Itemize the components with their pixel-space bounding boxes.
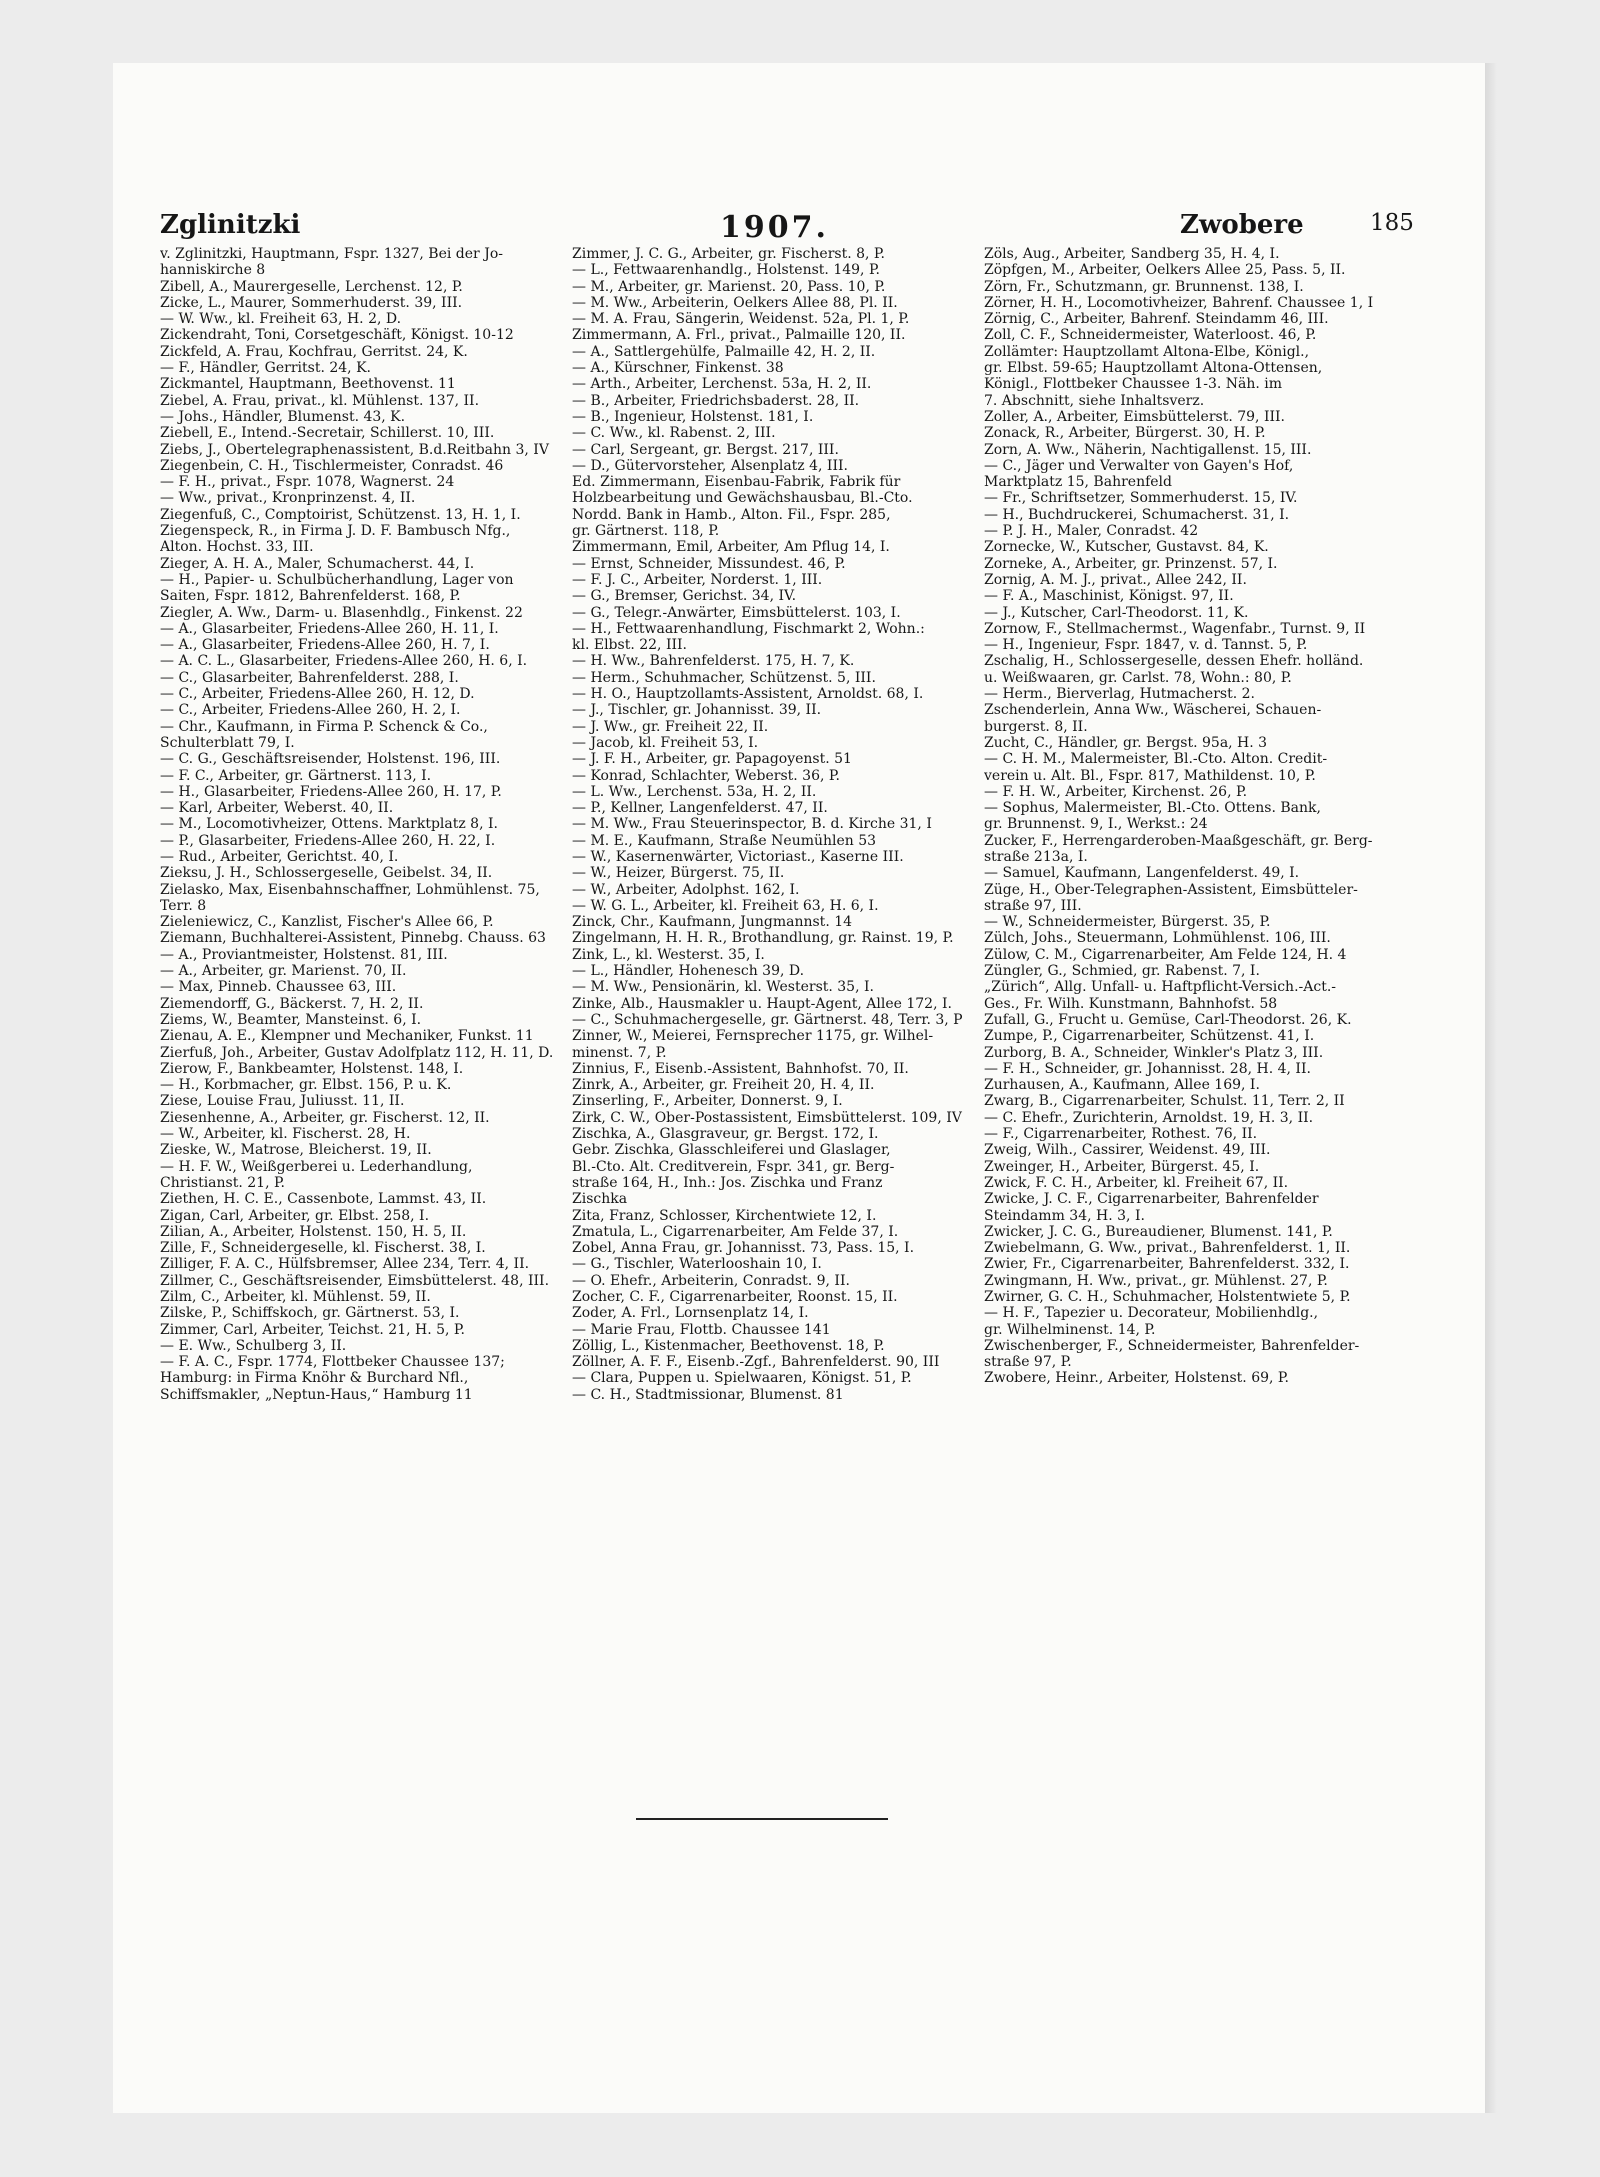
directory-entry: Zierfuß, Joh., Arbeiter, Gustav Adolfplatz 112, H. 11, D. <box>160 1044 554 1061</box>
directory-entry: „Zürich“, Allg. Unfall- u. Haftpflicht-Versich.-Act.- <box>984 979 1337 996</box>
directory-entry: gr. Gärtnerst. 118, P. <box>572 523 720 540</box>
directory-entry: Zienau, A. E., Klempner und Mechaniker, Funkst. 11 <box>160 1028 534 1045</box>
directory-entry: — L. Ww., Lerchenst. 53a, H. 2, II. <box>572 783 817 800</box>
directory-entry: Steindamm 34, H. 3, I. <box>984 1207 1145 1224</box>
directory-entry: — F. H., Schneider, gr. Johannisst. 28, H. 4, II. <box>984 1060 1311 1077</box>
header-left-keyword: Zglinitzki <box>160 210 301 240</box>
directory-entry: — F. A., Maschinist, Königst. 97, II. <box>984 588 1234 605</box>
directory-entry: Ziebs, J., Obertelegraphenassistent, B.d.Reitbahn 3, IV <box>160 441 549 458</box>
directory-entry: — J., Kutscher, Carl-Theodorst. 11, K. <box>984 604 1249 621</box>
directory-entry: — Samuel, Kaufmann, Langenfelderst. 49, I. <box>984 865 1300 882</box>
directory-entry: Ges., Fr. Wilh. Kunstmann, Bahnhofst. 58 <box>984 995 1278 1012</box>
directory-entry: Schulterblatt 79, I. <box>160 734 295 751</box>
directory-entry: Zimmer, J. C. G., Arbeiter, gr. Fischerst. 8, P. <box>572 246 885 262</box>
directory-entry: Zinnius, F., Eisenb.-Assistent, Bahnhofst. 70, II. <box>572 1060 909 1077</box>
directory-entry: — L., Händler, Hohenesch 39, D. <box>572 963 805 980</box>
directory-entry: Königl., Flottbeker Chaussee 1-3. Näh. im <box>984 376 1283 393</box>
directory-entry: — B., Ingenieur, Holstenst. 181, I. <box>572 408 814 425</box>
directory-entry: Zonack, R., Arbeiter, Bürgerst. 30, H. P. <box>984 425 1266 442</box>
directory-entry: Zwick, F. C. H., Arbeiter, kl. Freiheit 67, II. <box>984 1174 1289 1191</box>
directory-entry: Zicke, L., Maurer, Sommerhuderst. 39, III. <box>160 294 463 311</box>
directory-entry: Ziebell, E., Intend.-Secretair, Schillerst. 10, III. <box>160 425 495 442</box>
header-right-keyword: Zwobere <box>1180 210 1304 240</box>
directory-entry: — Arth., Arbeiter, Lerchenst. 53a, H. 2, II. <box>572 376 872 393</box>
directory-entry: straße 97, P. <box>984 1354 1072 1371</box>
directory-entry: Ziegenspeck, R., in Firma J. D. F. Bambusch Nfg., <box>160 523 511 540</box>
directory-entry: Zweig, Wilh., Cassirer, Weidenst. 49, III. <box>984 1142 1271 1159</box>
directory-entry: — A., Glasarbeiter, Friedens-Allee 260, H. 7, I. <box>160 637 490 654</box>
directory-entry: Zülch, Johs., Steuermann, Lohmühlenst. 106, III. <box>984 930 1331 947</box>
directory-entry: Zöllig, L., Kistenmacher, Beethovenst. 18, P. <box>572 1337 885 1354</box>
directory-entry: Nordd. Bank in Hamb., Alton. Fil., Fspr. 285, <box>572 506 891 523</box>
directory-entry: gr. Elbst. 59-65; Hauptzollamt Altona-Ottensen, <box>984 360 1323 377</box>
directory-entry: — H. O., Hauptzollamts-Assistent, Arnoldst. 68, I. <box>572 686 924 703</box>
directory-entry: — C., Glasarbeiter, Bahrenfelderst. 288, I. <box>160 669 459 686</box>
directory-entry: Zink, L., kl. Westerst. 35, I. <box>572 946 765 963</box>
directory-entry: — F. H., privat., Fspr. 1078, Wagnerst. 24 <box>160 474 455 491</box>
directory-entry: — Ww., privat., Kronprinzenst. 4, II. <box>160 490 416 507</box>
directory-entry: — F. J. C., Arbeiter, Norderst. 1, III. <box>572 571 823 588</box>
directory-entry: Ziegler, A. Ww., Darm- u. Blasenhdlg., Finkenst. 22 <box>160 604 523 621</box>
directory-entry: Zöllner, A. F. F., Eisenb.-Zgf., Bahrenfelderst. 90, III <box>572 1354 940 1371</box>
directory-entry: u. Weißwaaren, gr. Carlst. 78, Wohn.: 80, P. <box>984 669 1292 686</box>
directory-entry: Zirk, C. W., Ober-Postassistent, Eimsbüttelerst. 109, IV <box>572 1109 962 1126</box>
directory-entry: Zilm, C., Arbeiter, kl. Mühlenst. 59, II. <box>160 1289 431 1305</box>
directory-entry: Zobel, Anna Frau, gr. Johannisst. 73, Pass. 15, I. <box>572 1240 915 1257</box>
directory-entry: — H., Glasarbeiter, Friedens-Allee 260, H. 17, P. <box>160 783 502 800</box>
directory-entry: Zinck, Chr., Kaufmann, Jungmannst. 14 <box>572 914 853 931</box>
end-rule <box>636 1818 888 1820</box>
directory-entry: — P., Kellner, Langenfelderst. 47, II. <box>572 800 828 817</box>
header-year: 1907. <box>720 210 829 245</box>
directory-entry: Zilian, A., Arbeiter, Holstenst. 150, H. 5, II. <box>160 1223 467 1240</box>
directory-entry: — M., Locomotivheizer, Ottens. Marktplatz 8, I. <box>160 816 498 833</box>
directory-entry: Zollämter: Hauptzollamt Altona-Elbe, Königl., <box>984 343 1310 360</box>
directory-entry: — Herm., Schuhmacher, Schützenst. 5, III. <box>572 669 876 686</box>
directory-entry: Zülow, C. M., Cigarrenarbeiter, Am Felde 124, H. 4 <box>984 946 1347 963</box>
directory-entry: Ziegenfuß, C., Comptoirist, Schützenst. 13, H. 1, I. <box>160 506 521 523</box>
directory-entry: — Rud., Arbeiter, Gerichtst. 40, I. <box>160 848 399 865</box>
directory-entry: — Sophus, Malermeister, Bl.-Cto. Ottens. Bank, <box>984 800 1321 817</box>
directory-entry: Zimmer, Carl, Arbeiter, Teichst. 21, H. 5, P. <box>160 1321 465 1338</box>
directory-entry: — P., Glasarbeiter, Friedens-Allee 260, H. 22, I. <box>160 832 496 849</box>
directory-entry: — Ernst, Schneider, Missundest. 46, P. <box>572 555 846 572</box>
directory-entry: — Johs., Händler, Blumenst. 43, K. <box>160 408 406 425</box>
directory-entry: — Karl, Arbeiter, Weberst. 40, II. <box>160 800 394 817</box>
directory-entry: — D., Gütervorsteher, Alsenplatz 4, III. <box>572 457 848 474</box>
directory-entry: — W. G. L., Arbeiter, kl. Freiheit 63, H. 6, I. <box>572 897 879 914</box>
directory-entry: Zoder, A. Frl., Lornsenplatz 14, I. <box>572 1305 809 1322</box>
directory-column-2 <box>572 246 970 1936</box>
directory-entry: — C., Schuhmachergeselle, gr. Gärtnerst. 48, Terr. 3, P <box>572 1011 963 1028</box>
directory-entry: Zickfeld, A. Frau, Kochfrau, Gerritst. 24, K. <box>160 343 468 360</box>
directory-entry: Gebr. Zischka, Glasschleiferei und Glaslager, <box>572 1142 891 1159</box>
directory-entry: — F. A. C., Fspr. 1774, Flottbeker Chaussee 137; <box>160 1354 505 1371</box>
directory-entry: Schiffsmakler, „Neptun-Haus,“ Hamburg 11 <box>160 1386 473 1403</box>
directory-entry: Zickmantel, Hauptmann, Beethovenst. 11 <box>160 376 456 393</box>
directory-entry: — J. F. H., Arbeiter, gr. Papagoyenst. 51 <box>572 751 852 768</box>
directory-entry: Zilske, P., Schiffskoch, gr. Gärtnerst. 53, I. <box>160 1305 460 1322</box>
directory-entry: Christianst. 21, P. <box>160 1174 286 1191</box>
directory-entry: — H., Buchdruckerei, Schumacherst. 31, I. <box>984 506 1290 523</box>
directory-entry: Züge, H., Ober-Telegraphen-Assistent, Eimsbütteler- <box>984 881 1358 898</box>
directory-entry: — Herm., Bierverlag, Hutmacherst. 2. <box>984 686 1255 703</box>
directory-entry: Zilliger, F. A. C., Hülfsbremser, Allee 234, Terr. 4, II. <box>160 1256 530 1273</box>
directory-entry: Ziese, Louise Frau, Juliusst. 11, II. <box>160 1093 405 1110</box>
directory-entry: — H., Ingenieur, Fspr. 1847, v. d. Tannst. 5, P. <box>984 637 1308 654</box>
directory-entry: Alton. Hochst. 33, III. <box>160 539 314 556</box>
directory-entry: — A., Arbeiter, gr. Marienst. 70, II. <box>160 963 407 980</box>
directory-entry: — A., Sattlergehülfe, Palmaille 42, H. 2, II. <box>572 343 876 360</box>
directory-entry: Zita, Franz, Schlosser, Kirchentwiete 12, I. <box>572 1207 877 1224</box>
directory-entry: burgerst. 8, II. <box>984 718 1088 735</box>
directory-entry: Zwiebelmann, G. Ww., privat., Bahrenfelderst. 1, II. <box>984 1240 1351 1257</box>
directory-entry: — B., Arbeiter, Friedrichsbaderst. 28, II. <box>572 392 860 409</box>
directory-entry: Zwicke, J. C. F., Cigarrenarbeiter, Bahrenfelder <box>984 1191 1319 1208</box>
directory-entry: — H., Papier- u. Schulbücherhandlung, Lager von <box>160 571 514 588</box>
directory-entry: — G., Telegr.-Anwärter, Eimsbüttelerst. 103, I. <box>572 604 901 621</box>
directory-entry: hanniskirche 8 <box>160 262 266 279</box>
directory-entry: Zieksu, J. H., Schlossergeselle, Geibelst. 34, II. <box>160 865 493 882</box>
directory-entry: Zinrk, A., Arbeiter, gr. Freiheit 20, H. 4, II. <box>572 1077 875 1094</box>
page-number: 185 <box>1370 210 1414 236</box>
directory-entry: — P. J. H., Maler, Conradst. 42 <box>984 523 1199 540</box>
directory-entry: Zwarg, B., Cigarrenarbeiter, Schulst. 11, Terr. 2, II <box>984 1093 1345 1110</box>
directory-entry: Zieske, W., Matrose, Bleicherst. 19, II. <box>160 1142 432 1159</box>
directory-entry: Zielasko, Max, Eisenbahnschaffner, Lohmühlenst. 75, <box>160 881 540 898</box>
directory-entry: Ziegenbein, C. H., Tischlermeister, Conradst. 46 <box>160 457 504 474</box>
directory-entry: — Fr., Schriftsetzer, Sommerhuderst. 15, IV. <box>984 490 1298 507</box>
directory-entry: — Carl, Sergeant, gr. Bergst. 217, III. <box>572 441 839 458</box>
directory-entry: Zoller, A., Arbeiter, Eimsbüttelerst. 79, III. <box>984 408 1285 425</box>
directory-entry: — Chr., Kaufmann, in Firma P. Schenck & Co., <box>160 718 488 735</box>
directory-entry: — A. C. L., Glasarbeiter, Friedens-Allee 260, H. 6, I. <box>160 653 528 670</box>
directory-entry: Zwischenberger, F., Schneidermeister, Bahrenfelder- <box>984 1337 1360 1354</box>
directory-entry: — F., Händler, Gerritst. 24, K. <box>160 360 371 377</box>
directory-entry: — W., Arbeiter, Adolphst. 162, I. <box>572 881 800 898</box>
directory-entry: — O. Ehefr., Arbeiterin, Conradst. 9, II. <box>572 1272 850 1289</box>
directory-entry: Zorneke, A., Arbeiter, gr. Prinzenst. 57, I. <box>984 555 1278 572</box>
directory-entry: — M. A. Frau, Sängerin, Weidenst. 52a, Pl. 1, P. <box>572 311 910 328</box>
directory-entry: Zörner, H. H., Locomotivheizer, Bahrenf. Chaussee 1, I <box>984 294 1374 311</box>
directory-entry: — H. F., Tapezier u. Decorateur, Mobilienhdlg., <box>984 1305 1319 1322</box>
page-header <box>160 210 1414 250</box>
directory-entry: — W., Arbeiter, kl. Fischerst. 28, H. <box>160 1126 411 1143</box>
directory-entry: — C., Arbeiter, Friedens-Allee 260, H. 12, D. <box>160 686 475 703</box>
directory-entry: Zurhausen, A., Kaufmann, Allee 169, I. <box>984 1077 1260 1094</box>
directory-entry: — W., Heizer, Bürgerst. 75, II. <box>572 865 785 882</box>
directory-entry: — Marie Frau, Flottb. Chaussee 141 <box>572 1321 831 1338</box>
directory-entry: Zorn, A. Ww., Näherin, Nachtigallenst. 15, III. <box>984 441 1312 458</box>
directory-entry: Zschalig, H., Schlossergeselle, dessen Ehefr. holländ. <box>984 653 1364 670</box>
directory-entry: Züngler, G., Schmied, gr. Rabenst. 7, I. <box>984 963 1260 980</box>
directory-entry: Zimmermann, Emil, Arbeiter, Am Pflug 14, I. <box>572 539 890 556</box>
directory-entry: gr. Brunnenst. 9, I., Werkst.: 24 <box>984 816 1208 833</box>
directory-entry: — Konrad, Schlachter, Weberst. 36, P. <box>572 767 840 784</box>
directory-entry: Zurborg, B. A., Schneider, Winkler's Platz 3, III. <box>984 1044 1324 1061</box>
directory-entry: Bl.-Cto. Alt. Creditverein, Fspr. 341, gr. Berg- <box>572 1158 895 1175</box>
directory-entry: Ziems, W., Beamter, Mansteinst. 6, I. <box>160 1011 422 1028</box>
directory-entry: — C., Jäger und Verwalter von Gayen's Hof, <box>984 457 1294 474</box>
directory-entry: Zwicker, J. C. G., Bureaudiener, Blumenst. 141, P. <box>984 1223 1333 1240</box>
directory-entry: — W., Schneidermeister, Bürgerst. 35, P. <box>984 914 1271 931</box>
directory-entry: — F. H. W., Arbeiter, Kirchenst. 26, P. <box>984 783 1248 800</box>
directory-entry: Ziebel, A. Frau, privat., kl. Mühlenst. 137, II. <box>160 392 480 409</box>
directory-entry: — C. Ehefr., Zurichterin, Arnoldst. 19, H. 3, II. <box>984 1109 1314 1126</box>
directory-entry: Zinserling, F., Arbeiter, Donnerst. 9, I. <box>572 1093 843 1110</box>
directory-entry: Ziethen, H. C. E., Cassenbote, Lammst. 43, II. <box>160 1191 487 1208</box>
directory-entry: — Jacob, kl. Freiheit 53, I. <box>572 734 759 751</box>
directory-entry: — W., Kasernenwärter, Victoriast., Kaserne III. <box>572 848 904 865</box>
directory-entry: — C. G., Geschäftsreisender, Holstenst. 196, III. <box>160 751 501 768</box>
directory-entry: Ziemendorff, G., Bäckerst. 7, H. 2, II. <box>160 995 424 1012</box>
directory-entry: Zieleniewicz, C., Kanzlist, Fischer's Allee 66, P. <box>160 914 494 931</box>
directory-entry: — W. Ww., kl. Freiheit 63, H. 2, D. <box>160 311 402 328</box>
directory-entry: straße 213a, I. <box>984 848 1088 865</box>
directory-entry: — H. F. W., Weißgerberei u. Lederhandlung, <box>160 1158 473 1175</box>
directory-entry: — H., Fettwaarenhandlung, Fischmarkt 2, Wohn.: <box>572 620 925 637</box>
directory-entry: Zocher, C. F., Cigarrenarbeiter, Roonst. 15, II. <box>572 1289 898 1305</box>
directory-entry: Hamburg: in Firma Knöhr & Burchard Nfl., <box>160 1370 469 1387</box>
directory-entry: Zörnig, C., Arbeiter, Bahrenf. Steindamm 46, III. <box>984 311 1329 328</box>
directory-entry: straße 164, H., Inh.: Jos. Zischka und Franz <box>572 1174 883 1191</box>
directory-entry: — A., Proviantmeister, Holstenst. 81, III. <box>160 946 448 963</box>
directory-entry: — M. Ww., Frau Steuerinspector, B. d. Kirche 31, I <box>572 816 932 833</box>
directory-entry: — M., Arbeiter, gr. Marienst. 20, Pass. 10, P. <box>572 278 886 295</box>
directory-entry: Zwier, Fr., Cigarrenarbeiter, Bahrenfelderst. 332, I. <box>984 1256 1350 1273</box>
directory-entry: — A., Glasarbeiter, Friedens-Allee 260, H. 11, I. <box>160 620 499 637</box>
directory-entry: v. Zglinitzki, Hauptmann, Fspr. 1327, Bei der Jo- <box>160 246 503 262</box>
directory-entry: verein u. Alt. Bl., Fspr. 817, Mathildenst. 10, P. <box>984 767 1316 784</box>
directory-entry: — Max, Pinneb. Chaussee 63, III. <box>160 979 397 996</box>
directory-entry: — F., Cigarrenarbeiter, Rothest. 76, II. <box>984 1126 1258 1143</box>
directory-entry: Zörn, Fr., Schutzmann, gr. Brunnenst. 138, I. <box>984 278 1304 295</box>
directory-entry: Ed. Zimmermann, Eisenbau-Fabrik, Fabrik für <box>572 474 901 491</box>
directory-entry: — G., Tischler, Waterlooshain 10, I. <box>572 1256 822 1273</box>
directory-entry: Zucker, F., Herrengarderoben-Maaßgeschäft, gr. Berg- <box>984 832 1373 849</box>
directory-entry: Zimmermann, A. Frl., privat., Palmaille 120, II. <box>572 327 906 344</box>
directory-entry: Zornig, A. M. J., privat., Allee 242, II. <box>984 571 1247 588</box>
directory-entry: — H., Korbmacher, gr. Elbst. 156, P. u. K. <box>160 1077 452 1094</box>
directory-entry: — J., Tischler, gr. Johannisst. 39, II. <box>572 702 822 719</box>
directory-entry: Terr. 8 <box>160 897 207 914</box>
directory-entry: 7. Abschnitt, siehe Inhaltsverz. <box>984 392 1205 409</box>
directory-entry: Ziemann, Buchhalterei-Assistent, Pinnebg. Chauss. 63 <box>160 930 546 947</box>
directory-entry: — E. Ww., Schulberg 3, II. <box>160 1337 347 1354</box>
directory-entry: — A., Kürschner, Finkenst. 38 <box>572 360 784 377</box>
page-edge-shadow <box>1485 63 1497 2113</box>
directory-entry: Zigan, Carl, Arbeiter, gr. Elbst. 258, I. <box>160 1207 430 1224</box>
directory-entry: — H. Ww., Bahrenfelderst. 175, H. 7, K. <box>572 653 855 670</box>
directory-entry: Zornow, F., Stellmachermst., Wagenfabr., Turnst. 9, II <box>984 620 1366 637</box>
directory-entry: Zinner, W., Meierei, Fernsprecher 1175, gr. Wilhel- <box>572 1028 934 1045</box>
directory-entry: Ziesenhenne, A., Arbeiter, gr. Fischerst. 12, II. <box>160 1109 490 1126</box>
directory-entry: minenst. 7, P. <box>572 1044 667 1061</box>
directory-entry: — C. Ww., kl. Rabenst. 2, III. <box>572 425 776 442</box>
directory-entry: Zweinger, H., Arbeiter, Bürgerst. 45, I. <box>984 1158 1260 1175</box>
directory-entry: Zibell, A., Maurergeselle, Lerchenst. 12, P. <box>160 278 463 295</box>
directory-entry: Zornecke, W., Kutscher, Gustavst. 84, K. <box>984 539 1269 556</box>
directory-entry: — G., Bremser, Gerichst. 34, IV. <box>572 588 797 605</box>
directory-entry: — J. Ww., gr. Freiheit 22, II. <box>572 718 769 735</box>
directory-entry: Zschenderlein, Anna Ww., Wäscherei, Schauen- <box>984 702 1322 719</box>
directory-entry: Zille, F., Schneidergeselle, kl. Fischerst. 38, I. <box>160 1240 486 1257</box>
directory-entry: Zischka <box>572 1191 628 1208</box>
directory-entry: Marktplatz 15, Bahrenfeld <box>984 474 1172 491</box>
directory-entry: Zöls, Aug., Arbeiter, Sandberg 35, H. 4, I. <box>984 246 1280 262</box>
directory-entry: Zieger, A. H. A., Maler, Schumacherst. 44, I. <box>160 555 475 572</box>
directory-column-3 <box>984 246 1394 1936</box>
directory-entry: Zinke, Alb., Hausmakler u. Haupt-Agent, Allee 172, I. <box>572 995 952 1012</box>
directory-entry: — F. C., Arbeiter, gr. Gärtnerst. 113, I. <box>160 767 432 784</box>
directory-entry: — M. Ww., Arbeiterin, Oelkers Allee 88, Pl. II. <box>572 294 898 311</box>
directory-entry: — C. H. M., Malermeister, Bl.-Cto. Alton. Credit- <box>984 751 1328 768</box>
directory-entry: Zoll, C. F., Schneidermeister, Waterloost. 46, P. <box>984 327 1317 344</box>
directory-entry: Holzbearbeitung und Gewächshausbau, Bl.-Cto. <box>572 490 913 507</box>
directory-entry: — L., Fettwaarenhandlg., Holstenst. 149, P. <box>572 262 880 279</box>
directory-entry: Zwirner, G. C. H., Schuhmacher, Holstentwiete 5, P. <box>984 1289 1351 1305</box>
directory-entry: Zmatula, L., Cigarrenarbeiter, Am Felde 37, I. <box>572 1223 899 1240</box>
directory-entry: gr. Wilhelminenst. 14, P. <box>984 1321 1156 1338</box>
directory-entry: Zumpe, P., Cigarrenarbeiter, Schützenst. 41, I. <box>984 1028 1315 1045</box>
directory-column-1 <box>160 246 558 1936</box>
directory-entry: Zillmer, C., Geschäftsreisender, Eimsbüttelerst. 48, III. <box>160 1272 550 1289</box>
directory-entry: Zufall, G., Frucht u. Gemüse, Carl-Theodorst. 26, K. <box>984 1011 1352 1028</box>
directory-entry: Zwobere, Heinr., Arbeiter, Holstenst. 69, P. <box>984 1370 1289 1387</box>
directory-entry: — M. Ww., Pensionärin, kl. Westerst. 35, I. <box>572 979 874 996</box>
directory-entry: — C. H., Stadtmissionar, Blumenst. 81 <box>572 1386 844 1403</box>
directory-entry: Zischka, A., Glasgraveur, gr. Bergst. 172, I. <box>572 1126 879 1143</box>
directory-entry: Zöpfgen, M., Arbeiter, Oelkers Allee 25, Pass. 5, II. <box>984 262 1346 279</box>
directory-entry: Zickendraht, Toni, Corsetgeschäft, Königst. 10-12 <box>160 327 514 344</box>
directory-entry: — Clara, Puppen u. Spielwaaren, Königst. 51, P. <box>572 1370 912 1387</box>
directory-entry: kl. Elbst. 22, III. <box>572 637 687 654</box>
directory-entry: — C., Arbeiter, Friedens-Allee 260, H. 2, I. <box>160 702 461 719</box>
directory-entry: Zingelmann, H. H. R., Brothandlung, gr. Rainst. 19, P. <box>572 930 954 947</box>
directory-entry: Zierow, F., Bankbeamter, Holstenst. 148, I. <box>160 1060 464 1077</box>
directory-entry: straße 97, III. <box>984 897 1082 914</box>
directory-entry: Zwingmann, H. Ww., privat., gr. Mühlenst. 27, P. <box>984 1272 1328 1289</box>
directory-entry: — M. E., Kaufmann, Straße Neumühlen 53 <box>572 832 877 849</box>
directory-entry: Saiten, Fspr. 1812, Bahrenfelderst. 168, P. <box>160 588 461 605</box>
directory-entry: Zucht, C., Händler, gr. Bergst. 95a, H. 3 <box>984 734 1268 751</box>
